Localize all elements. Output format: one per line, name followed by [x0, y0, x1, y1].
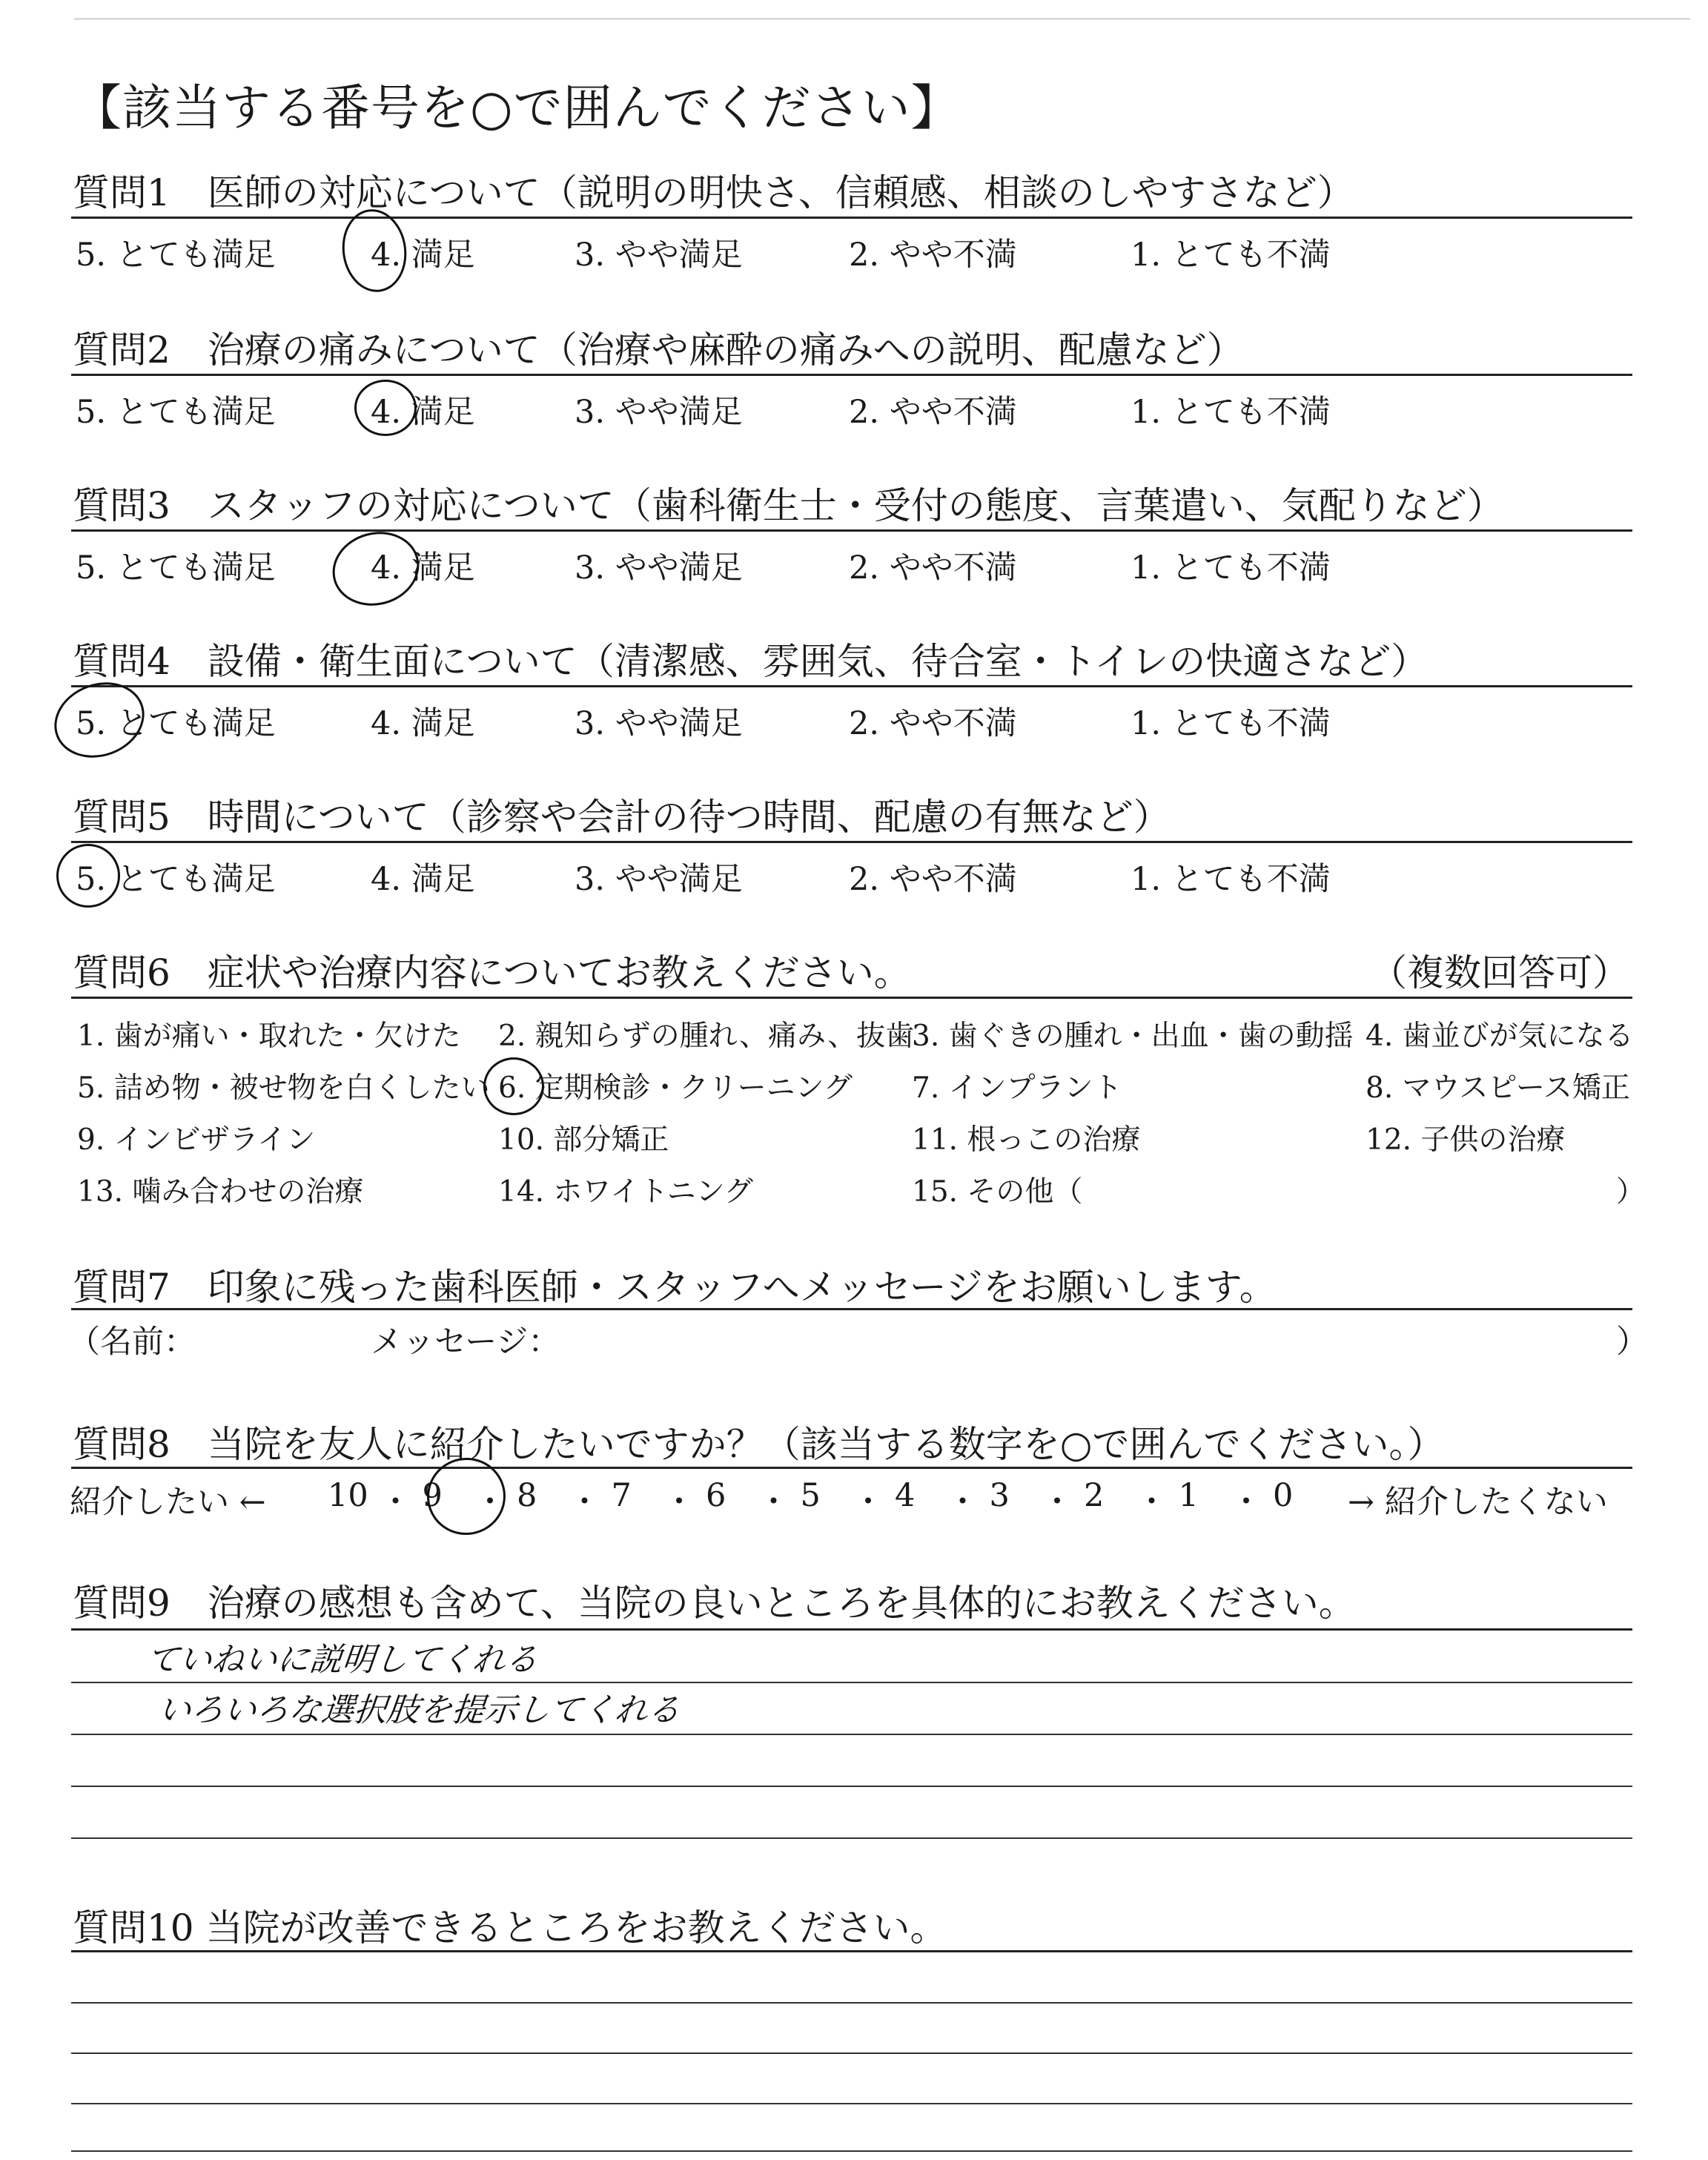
q6-option-6[interactable]: 6. 定期検診・クリーニング [498, 1071, 853, 1105]
q8-scale-separator: ・ [380, 1484, 411, 1521]
q9-answer-line-3 [71, 1786, 1632, 1787]
q9-answer-line-2 [71, 1734, 1632, 1735]
question-10-rule [71, 1950, 1632, 1952]
question-3-rule [71, 529, 1632, 532]
q6-option-8[interactable]: 8. マウスピース矯正 [1366, 1071, 1630, 1105]
question-2-rule [71, 374, 1632, 376]
question-6-rule [71, 997, 1632, 999]
q10-answer-line-2 [71, 2052, 1632, 2054]
q8-scale-value-3[interactable]: 3 [989, 1477, 1010, 1514]
question-9-heading: 質問9 治療の感想も含めて、当院の良いところを具体的にお教えください。 [73, 1582, 1356, 1625]
q1-option-3[interactable]: 3. やや満足 [575, 237, 743, 274]
q6-option-7[interactable]: 7. インプラント [912, 1071, 1122, 1105]
question-2-heading: 質問2 治療の痛みについて（治療や麻酔の痛みへの説明、配慮など） [73, 328, 1244, 371]
q6-option-10[interactable]: 10. 部分矯正 [498, 1123, 669, 1157]
q8-scale-separator: ・ [852, 1484, 884, 1521]
question-7-rule [71, 1308, 1632, 1310]
q2-option-3[interactable]: 3. やや満足 [575, 394, 743, 431]
q6-selected-circle [483, 1057, 544, 1115]
question-10-heading: 質問10 当院が改善できるところをお教えください。 [73, 1906, 947, 1949]
question-5-heading: 質問5 時間について（診察や会計の待つ時間、配慮の有無など） [73, 796, 1171, 839]
question-3-heading: 質問3 スタッフの対応について（歯科衛生士・受付の態度、言葉遣い、気配りなど） [73, 484, 1504, 527]
q6-option-1[interactable]: 1. 歯が痛い・取れた・欠けた [77, 1020, 461, 1053]
q8-scale-separator: ・ [1041, 1484, 1073, 1521]
q8-scale-value-6[interactable]: 6 [706, 1477, 726, 1514]
q4-option-1[interactable]: 1. とても不満 [1131, 705, 1331, 742]
q2-option-4[interactable]: 4. 満足 [371, 394, 475, 431]
q3-option-5[interactable]: 5. とても満足 [76, 549, 276, 587]
q8-scale-separator: ・ [663, 1484, 695, 1521]
q8-scale-value-7[interactable]: 7 [611, 1477, 632, 1514]
question-8-heading: 質問8 当院を友人に紹介したいですか？（該当する数字を○で囲んでください。） [73, 1423, 1445, 1466]
question-6-heading: 質問6 症状や治療内容についてお教えください。 [73, 951, 911, 994]
q8-scale-separator: ・ [758, 1484, 790, 1521]
q6-option-5[interactable]: 5. 詰め物・被せ物を白くしたい [77, 1071, 490, 1105]
q2-option-5[interactable]: 5. とても満足 [76, 394, 276, 431]
q6-option-4[interactable]: 4. 歯並びが気になる [1366, 1020, 1634, 1053]
question-8-rule [71, 1467, 1632, 1469]
q6-option-3[interactable]: 3. 歯ぐきの腫れ・出血・歯の動揺 [912, 1020, 1354, 1053]
q5-selected-circle [56, 844, 120, 908]
q4-option-4[interactable]: 4. 満足 [371, 705, 475, 742]
q5-option-2[interactable]: 2. やや不満 [849, 861, 1017, 898]
q8-scale-value-5[interactable]: 5 [800, 1477, 821, 1514]
q6-close-paren: ） [1616, 1175, 1646, 1209]
q5-option-1[interactable]: 1. とても不満 [1131, 861, 1331, 898]
q8-scale-value-1[interactable]: 1 [1178, 1477, 1199, 1514]
q8-scale-separator: ・ [947, 1484, 979, 1521]
q6-option-11[interactable]: 11. 根っこの治療 [912, 1123, 1141, 1157]
q1-option-1[interactable]: 1. とても不満 [1131, 237, 1331, 274]
q6-option-12[interactable]: 12. 子供の治療 [1366, 1123, 1566, 1157]
q6-option-2[interactable]: 2. 親知らずの腫れ、痛み、抜歯 [498, 1020, 915, 1053]
q8-scale-separator: ・ [1136, 1484, 1168, 1521]
q8-scale-value-10[interactable]: 10 [328, 1477, 368, 1514]
q5-option-5[interactable]: 5. とても満足 [76, 861, 276, 898]
q4-option-5[interactable]: 5. とても満足 [76, 705, 276, 742]
q2-option-2[interactable]: 2. やや不満 [849, 394, 1017, 431]
q3-option-3[interactable]: 3. やや満足 [575, 549, 743, 587]
q6-option-14[interactable]: 14. ホワイトニング [498, 1175, 753, 1209]
question-1-heading: 質問1 医師の対応について（説明の明快さ、信頼感、相談のしやすさなど） [73, 171, 1354, 214]
q2-option-1[interactable]: 1. とても不満 [1131, 394, 1331, 431]
q8-scale-value-2[interactable]: 2 [1084, 1477, 1105, 1514]
q8-scale-value-9[interactable]: 9 [422, 1477, 443, 1514]
q2-selected-circle [354, 380, 417, 436]
q8-scale-value-0[interactable]: 0 [1273, 1477, 1294, 1514]
q6-option-9[interactable]: 9. インビザライン [77, 1123, 316, 1157]
q8-scale-value-8[interactable]: 8 [517, 1477, 537, 1514]
q1-option-2[interactable]: 2. やや不満 [849, 237, 1017, 274]
q6-option-15[interactable]: 15. その他（ [912, 1175, 1083, 1209]
top-border [74, 18, 1690, 20]
q8-scale-value-4[interactable]: 4 [895, 1477, 916, 1514]
question-4-heading: 質問4 設備・衛生面について（清潔感、雰囲気、待合室・トイレの快適さなど） [73, 640, 1429, 683]
q3-option-4[interactable]: 4. 満足 [371, 549, 475, 587]
q8-scale-separator: ・ [1230, 1484, 1262, 1521]
question-5-rule [71, 841, 1632, 843]
q3-option-2[interactable]: 2. やや不満 [849, 549, 1017, 587]
question-7-heading: 質問7 印象に残った歯科医師・スタッフへメッセージをお願いします。 [73, 1266, 1277, 1309]
question-6-note: （複数回答可） [1370, 951, 1629, 994]
question-4-rule [71, 685, 1632, 687]
q3-option-1[interactable]: 1. とても不満 [1131, 549, 1331, 587]
q6-option-13[interactable]: 13. 噛み合わせの治療 [77, 1175, 364, 1209]
q4-option-2[interactable]: 2. やや不満 [849, 705, 1017, 742]
q1-option-5[interactable]: 5. とても満足 [76, 237, 276, 274]
q7-message-label: メッセージ： [371, 1324, 560, 1361]
q8-right-label: → 紹介したくない [1348, 1484, 1608, 1521]
q8-scale-separator: ・ [474, 1484, 506, 1521]
q9-handwritten-answer-2: いろいろな選択肢を提示してくれる [156, 1691, 683, 1729]
q1-option-4[interactable]: 4. 満足 [371, 237, 475, 274]
q3-selected-circle [324, 522, 427, 615]
q8-left-label: 紹介したい ← [70, 1484, 266, 1521]
question-1-rule [71, 217, 1632, 219]
q8-scale-separator: ・ [569, 1484, 600, 1521]
question-9-rule [71, 1628, 1632, 1631]
q10-answer-line-1 [71, 2002, 1632, 2004]
q9-answer-line-4 [71, 1837, 1632, 1839]
q5-option-3[interactable]: 3. やや満足 [575, 861, 743, 898]
q4-option-3[interactable]: 3. やや満足 [575, 705, 743, 742]
q10-answer-line-3 [71, 2103, 1632, 2104]
q9-handwritten-answer-1: ていねいに説明してくれる [144, 1641, 540, 1679]
q7-close-paren: ） [1616, 1324, 1648, 1361]
q10-answer-line-4 [71, 2150, 1632, 2152]
form-title: 【該当する番号を○で囲んでください】 [73, 79, 961, 136]
q5-option-4[interactable]: 4. 満足 [371, 861, 475, 898]
q7-name-label: （名前： [68, 1324, 196, 1361]
